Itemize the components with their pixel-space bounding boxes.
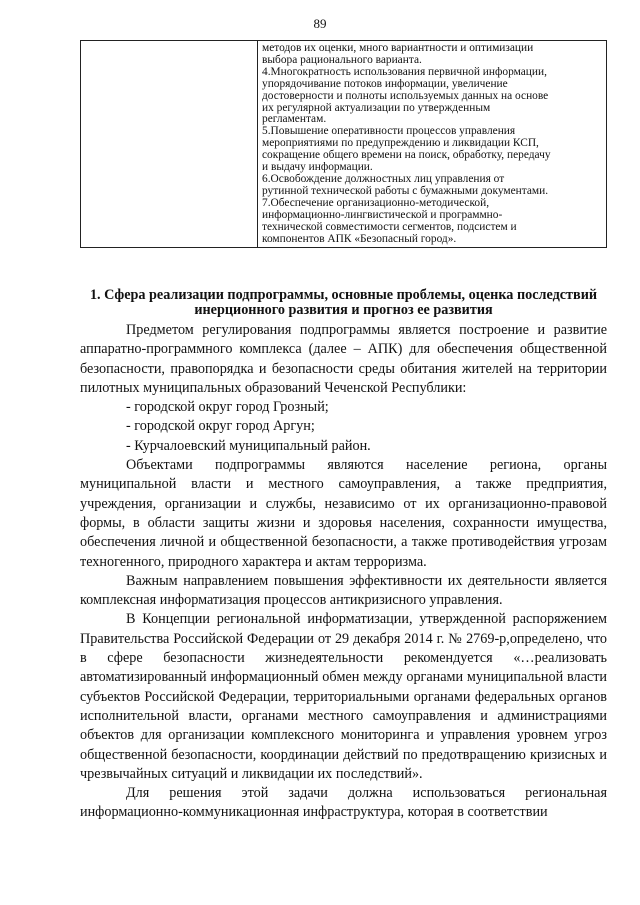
table-text-line: технической совместимости сегментов, подсистем и — [262, 220, 517, 233]
table-text-line: сокращение общего времени на поиск, обработку, передачу — [262, 149, 551, 162]
list-item: - городской округ город Грозный; — [126, 399, 329, 416]
table-text-line: и выдачу информации. — [262, 161, 373, 174]
paragraph: В Концепции региональной информатизации, утвержденной распоряжением Правительства Российской Федерации от 29 декабря 2014 г. № 2769-р,определено, что в сфере безопасности жизнедеятельности рекомендуется «…реализовать автоматизированный информационный обмен между органами муниципальной власти субъектов Российской Федерации, территориальными органами федеральных органов исполнительной власти, органами местного самоуправления и администрациями объектов для организации комплексного мониторинга и управления уровнем угроз общественной безопасности, координации действий по предотвращению кризисных и чрезвычайных ситуаций и ликвидации их последствий». — [80, 611, 607, 782]
table-text-line: мероприятиями по предупреждению и ликвидации КСП, — [262, 137, 539, 150]
paragraph: Важным направлением повышения эффективности их деятельности является комплексная информатизация процессов антикризисного управления. — [80, 572, 607, 609]
table-text-line: регламентам. — [262, 113, 327, 126]
list-item: - городской округ город Аргун; — [126, 418, 315, 435]
table-text-line: методов их оценки, много вариантности и оптимизации — [262, 42, 534, 54]
paragraph: Предметом регулирования подпрограммы является построение и развитие аппаратно-программного комплекса (далее – АПК) для обеспечения общественной безопасности, правопорядка и безопасности среды обитания жителей на территории пилотных муниципальных образований Чеченской Республики: — [80, 322, 607, 396]
table-text-line: выбора рационального варианта. — [262, 53, 422, 66]
table-text-line: компонентов АПК «Безопасный город». — [262, 232, 457, 245]
table-cell-text — [258, 41, 607, 248]
table-text-line: 6.Освобождение должностных лиц управления от — [262, 172, 505, 185]
table-text-line: рутинной технической работы с бумажными документами. — [262, 184, 549, 197]
list-item: - Курчалоевский муниципальный район. — [126, 437, 371, 454]
continuation-table — [80, 40, 607, 248]
table-text-line: 7.Обеспечение организационно-методической, — [262, 196, 490, 209]
table-row — [81, 41, 607, 248]
table-text-line: информационно-лингвистической и программно- — [262, 208, 503, 221]
paragraph: Для решения этой задачи должна использоваться региональная информационно-коммуникационная инфраструктура, которая в соответствии — [80, 785, 607, 821]
body-text — [80, 321, 607, 823]
section-title: 1. Сфера реализации подпрограммы, основные проблемы, оценка последствий инерционного развития и прогноз ее развития — [89, 287, 598, 318]
table-text-line: достоверности и полноты используемых данных на основе — [262, 89, 549, 102]
table-text-line: 4.Многократность использования первичной информации, — [262, 65, 547, 78]
page-number: 89 — [313, 16, 327, 31]
table-cell-empty — [81, 41, 258, 248]
paragraph: Объектами подпрограммы являются население региона, органы муниципальной власти и местного самоуправления, а также предприятия, учреждения, организации и службы, независимо от их организационно-правовой формы, в области защиты жизни и здоровья населения, сохранности имущества, обеспечения личной и общественной безопасности, а также противодействия угрозам техногенного, природного характера и актам терроризма. — [80, 457, 607, 570]
table-text-line: их регулярной актуализации по утвержденным — [262, 101, 491, 114]
table-text-line: 5.Повышение оперативности процессов управления — [262, 125, 516, 138]
table-text-line: упорядочивание потоков информации, увеличение — [262, 77, 508, 90]
